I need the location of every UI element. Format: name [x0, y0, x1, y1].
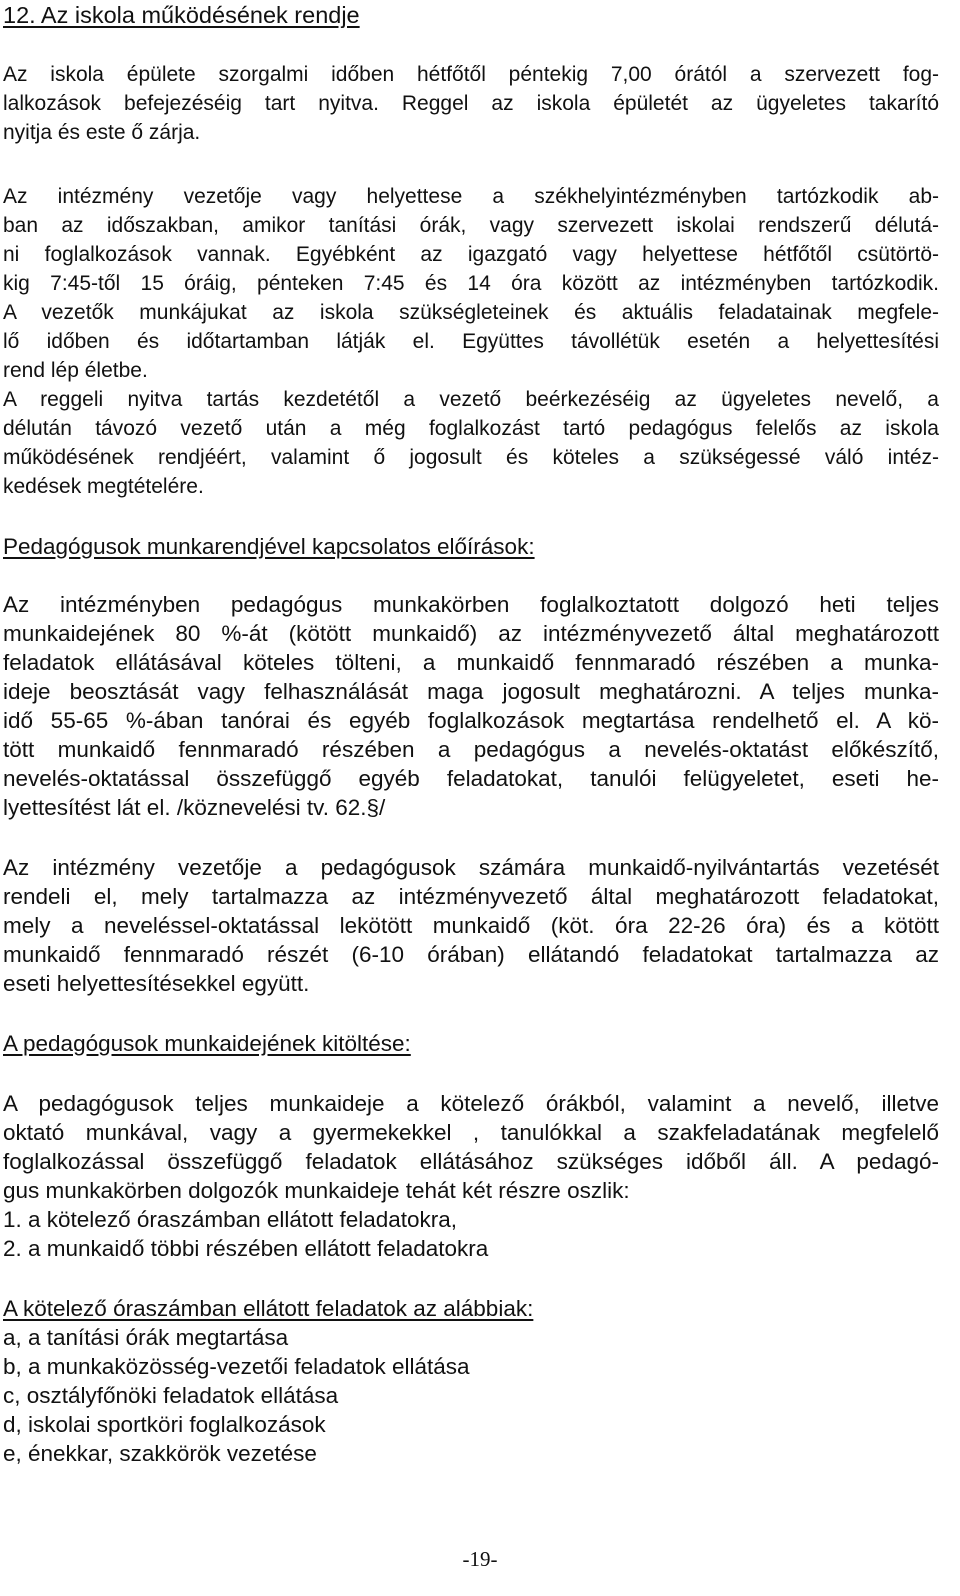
paragraph-line: rend lép életbe. — [3, 359, 148, 382]
paragraph-line: e, énekkar, szakkörök vezetése — [3, 1441, 317, 1466]
paragraph-line: nevelés-oktatással összefüggő egyéb feladatokat, tanulói felügyeletet, eseti he- — [3, 766, 939, 791]
paragraph-line: munkaidejének 80 %-át (kötött munkaidő) az intézményvezető által meghatározott — [3, 621, 939, 646]
paragraph-line: feladatok ellátásával köteles tölteni, a munkaidő fennmaradó részében a munka- — [3, 650, 939, 675]
paragraph-line: ideje beosztását vagy felhasználását maga jogosult meghatározni. A teljes munka- — [3, 679, 939, 704]
subsection-heading: Pedagógusok munkarendjével kapcsolatos előírások: — [3, 534, 535, 559]
paragraph-line: lyettesítést lát el. /köznevelési tv. 62.§/ — [3, 795, 386, 820]
paragraph-line: eseti helyettesítésekkel együtt. — [3, 971, 310, 996]
paragraph-line: délután távozó vezető után a még foglalkozást tartó pedagógus felelős az iskola — [3, 417, 939, 440]
paragraph-line: tött munkaidő fennmaradó részében a pedagógus a nevelés-oktatást előkészítő, — [3, 737, 939, 762]
paragraph-line: 1. a kötelező óraszámban ellátott feladatokra, — [3, 1207, 458, 1232]
paragraph-line: Az intézmény vezetője vagy helyettese a székhelyintézményben tartózkodik ab- — [3, 185, 939, 208]
subsection-heading: A kötelező óraszámban ellátott feladatok az alábbiak: — [3, 1296, 534, 1321]
paragraph-line: kedések megtételére. — [3, 475, 204, 498]
paragraph-line: lő időben és időtartamban látják el. Együttes távollétük esetén a helyettesítési — [3, 330, 939, 353]
subsection-heading: A pedagógusok munkaidejének kitöltése: — [3, 1031, 411, 1056]
paragraph-line: ban az időszakban, amikor tanítási órák, vagy szervezett iskolai rendszerű délutá- — [3, 214, 939, 237]
paragraph-line: Az iskola épülete szorgalmi időben hétfőtől péntekig 7,00 órától a szervezett fog- — [3, 63, 939, 86]
section-heading: 12. Az iskola működésének rendje — [3, 2, 360, 28]
paragraph-line: ni foglalkozások vannak. Egyébként az igazgató vagy helyettese hétfőtől csütörtö- — [3, 243, 939, 266]
paragraph-line: munkaidő fennmaradó részét (6-10 órában) ellátandó feladatokat tartalmazza az — [3, 942, 939, 967]
paragraph-line: lalkozások befejezéséig tart nyitva. Reggel az iskola épületét az ügyeletes takarító — [3, 92, 939, 115]
paragraph-line: kig 7:45-től 15 óráig, pénteken 7:45 és 14 óra között az intézményben tartózkodik. — [3, 272, 939, 295]
page-number: -19- — [462, 1547, 498, 1571]
paragraph-line: foglalkozással összefüggő feladatok ellátásához szükséges időből áll. A pedagó- — [3, 1149, 939, 1174]
paragraph-line: idő 55-65 %-ában tanórai és egyéb foglalkozások megtartása rendelhető el. A kö- — [3, 708, 939, 733]
paragraph-line: d, iskolai sportköri foglalkozások — [3, 1412, 326, 1437]
paragraph-line: oktató munkával, vagy a gyermekekkel , tanulókkal a szakfeladatának megfelelő — [3, 1120, 939, 1145]
paragraph-line: működésének rendjéért, valamint ő jogosult és köteles a szükségessé váló intéz- — [3, 446, 939, 469]
paragraph-line: A vezetők munkájukat az iskola szükségleteinek és aktuális feladatainak megfele- — [3, 301, 939, 324]
paragraph-line: a, a tanítási órák megtartása — [3, 1325, 289, 1350]
paragraph-line: rendeli el, mely tartalmazza az intézményvezető által meghatározott feladatokat, — [3, 884, 939, 909]
paragraph-line: b, a munkaközösség-vezetői feladatok ellátása — [3, 1354, 470, 1379]
paragraph-line: A pedagógusok teljes munkaideje a kötelező órákból, valamint a nevelő, illetve — [3, 1091, 939, 1116]
paragraph-line: nyitja és este ő zárja. — [3, 121, 201, 144]
paragraph-line: 2. a munkaidő többi részében ellátott feladatokra — [3, 1236, 489, 1261]
paragraph-line: gus munkakörben dolgozók munkaideje tehát két részre oszlik: — [3, 1178, 630, 1203]
paragraph-line: c, osztályfőnöki feladatok ellátása — [3, 1383, 339, 1408]
paragraph-line: mely a neveléssel-oktatással lekötött munkaidő (köt. óra 22-26 óra) és a kötött — [3, 913, 939, 938]
paragraph-line: A reggeli nyitva tartás kezdetétől a vezető beérkezéséig az ügyeletes nevelő, a — [3, 388, 939, 411]
paragraph-line: Az intézmény vezetője a pedagógusok számára munkaidő-nyilvántartás vezetését — [3, 855, 939, 880]
paragraph-line: Az intézményben pedagógus munkakörben foglalkoztatott dolgozó heti teljes — [3, 592, 939, 617]
